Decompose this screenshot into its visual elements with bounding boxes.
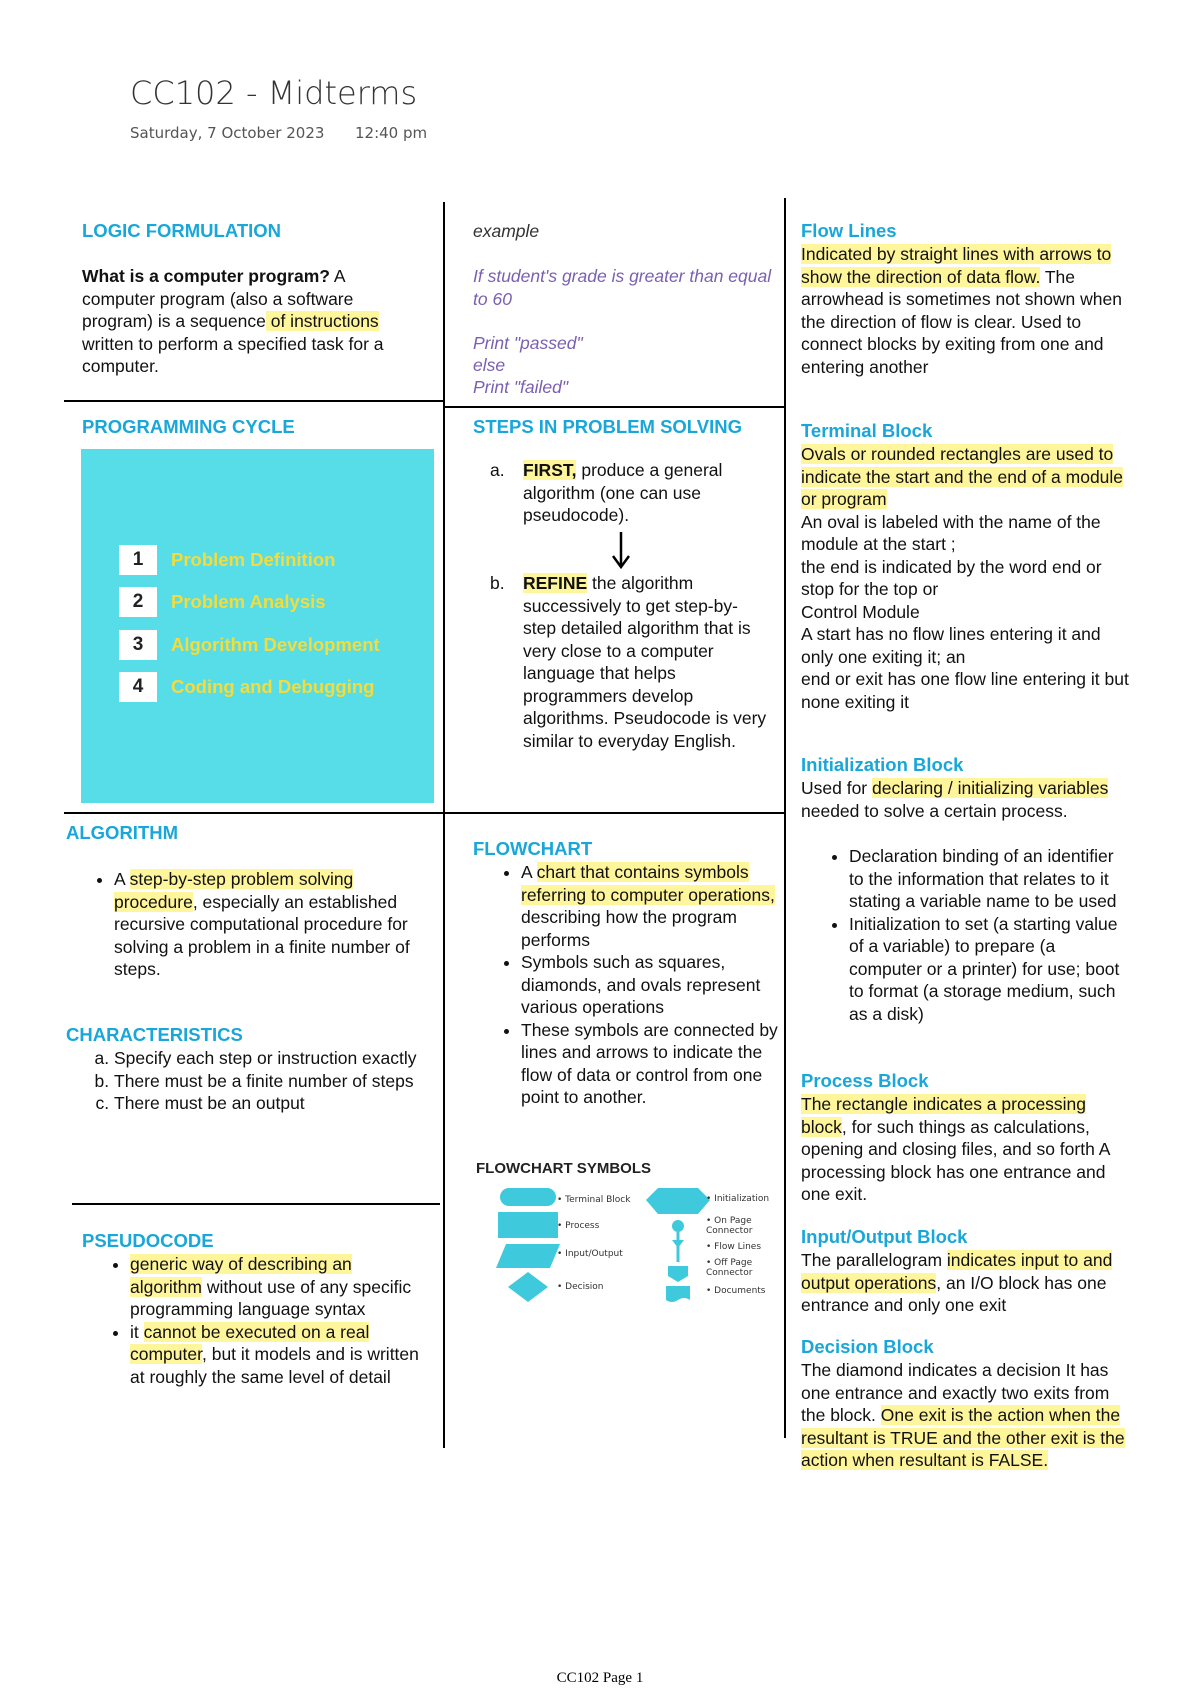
terminal-line: A start has no flow lines entering it and only one exiting it; an (801, 624, 1101, 667)
flow-lines-body: The arrowhead is sometimes not shown when the direction of flow is clear. Used to connect blocks by exiting from one and entering another (801, 266, 1122, 377)
symbol-label: • Process (557, 1221, 600, 1231)
list-item: b. There must be a finite number of steps (114, 1070, 426, 1093)
init-text-pre: Used for (801, 778, 872, 798)
init-highlight: declaring / initializing variables (872, 778, 1109, 798)
example-line1: If student's grade is greater than equal to 60 (473, 266, 772, 309)
algorithm-list (66, 868, 426, 981)
algorithm-highlight: step-by-step problem solving procedure (114, 869, 354, 912)
logic-text: A computer program (also a software program) is a sequence (82, 266, 354, 331)
algorithm-text-end: , especially an established recursive computational procedure for solving a problem in a finite number of steps. (114, 891, 410, 979)
list-item: • These symbols are connected by lines and arrows to indicate the flow of data or control from one point to another. (521, 1019, 778, 1109)
list-item: c. There must be an output (114, 1092, 426, 1115)
section-heading-flow-lines: Flow Lines (801, 220, 897, 241)
step-a-text: produce a general algorithm (one can use pseudocode). (523, 460, 723, 525)
decision-highlight: One exit is the action when the resultant is TRUE and the other exit is the action when resultant is FALSE. (801, 1405, 1125, 1470)
flowchart-list (473, 861, 778, 1109)
process-body: , for such things as calculations, opening and closing files, and so forth A processing block has one entrance and one exit. (801, 1116, 1110, 1204)
terminal-text (801, 443, 1131, 713)
list-item: • Declaration binding of an identifier to the information that relates to it stating a variable name to be used (849, 845, 1131, 913)
cycle-step-number: 4 (119, 672, 157, 702)
down-arrow-icon (611, 532, 631, 570)
page-time: 12:40 pm (355, 124, 428, 142)
section-heading-characteristics: CHARACTERISTICS (66, 1024, 243, 1045)
cycle-step-label: Algorithm Development (171, 634, 380, 655)
terminal-line: the end is indicated by the word end or stop for the top or (801, 556, 1102, 599)
example-line4: Print "failed" (473, 377, 569, 397)
cycle-step-number: 1 (119, 545, 157, 575)
io-text-post: , an I/O block has one entrance and only one exit (801, 1272, 1107, 1315)
characteristics-list (66, 1047, 426, 1115)
step-a-marker: a. (490, 460, 505, 480)
list-item (114, 868, 426, 981)
row-divider (64, 812, 784, 814)
flowchart-highlight: chart that contains symbols referring to computer operations, (521, 862, 775, 905)
row-divider (443, 406, 785, 408)
cycle-step-number: 2 (119, 587, 157, 617)
cycle-step-label: Coding and Debugging (171, 676, 375, 697)
flowchart-symbols-figure (488, 1186, 778, 1304)
init-text (801, 777, 1131, 822)
programming-cycle-box (81, 449, 434, 803)
logic-question: What is a computer program? (82, 266, 330, 286)
list-item: • Initialization to set (a starting value of a variable) to prepare (a computer or a printer) for use; boot to format (a storage medium, such as a disk) (849, 913, 1131, 1026)
page-title: CC102 - Midterms (130, 74, 418, 112)
section-heading-terminal: Terminal Block (801, 420, 933, 441)
pseudocode-list (82, 1253, 422, 1388)
page-footer: CC102 Page 1 (556, 1670, 644, 1686)
symbol-label: • Input/Output (557, 1249, 623, 1259)
io-highlight: indicates input to and output operations (801, 1250, 1113, 1293)
terminal-line: end or exit has one flow line entering it but none exiting it (801, 669, 1129, 712)
section-heading-process: Process Block (801, 1070, 929, 1091)
cycle-step-number: 3 (119, 630, 157, 660)
pseudocode-highlight: generic way of describing an algorithm (130, 1254, 352, 1297)
section-heading-init: Initialization Block (801, 754, 964, 775)
step-a (523, 459, 768, 527)
symbol-label: • Off Page Connector (706, 1258, 753, 1278)
decision-text (801, 1359, 1131, 1472)
symbol-label: • Decision (557, 1282, 604, 1292)
pseudocode-text: it (130, 1321, 144, 1342)
step-b-text: the algorithm successively to get step-by-step detailed algorithm that is very close to a computer language that helps programmers develop algorithms. Pseudocode is very similar to everyday English. (523, 573, 767, 751)
pseudocode-text: , but it models and is written at roughly the same level of detail (130, 1344, 419, 1387)
cycle-step-label: Problem Definition (171, 549, 336, 570)
process-highlight: The rectangle indicates a processing block (801, 1094, 1087, 1137)
example-line3: else (473, 355, 506, 375)
list-item: • Symbols such as squares, diamonds, and ovals represent various operations (521, 951, 778, 1019)
io-text-pre: The parallelogram (801, 1250, 947, 1270)
section-heading-pseudocode: PSEUDOCODE (82, 1230, 214, 1251)
step-b-bold: REFINE (523, 573, 588, 593)
step-b-marker: b. (490, 573, 505, 593)
logic-paragraph (82, 265, 422, 378)
example-line2: Print "passed" (473, 333, 583, 353)
section-heading-io: Input/Output Block (801, 1226, 968, 1247)
flowchart-left-shapes-icon (488, 1186, 568, 1304)
terminal-line: Control Module (801, 601, 920, 622)
step-a-bold: FIRST, (523, 460, 577, 480)
step-b (523, 572, 768, 752)
flowchart-symbols-title: FLOWCHART SYMBOLS (476, 1160, 651, 1177)
section-heading-flowchart: FLOWCHART (473, 838, 593, 859)
algorithm-text: A (114, 869, 130, 889)
pseudocode-text: without use of any specific programming language syntax (130, 1276, 412, 1319)
row-divider (64, 400, 444, 402)
list-item (130, 1253, 422, 1321)
symbol-label: • Flow Lines (706, 1242, 762, 1252)
flow-lines-highlight: Indicated by straight lines with arrows to show the direction of data flow. (801, 244, 1112, 287)
terminal-highlight: Ovals or rounded rectangles are used to indicate the start and the end of a module or program (801, 444, 1124, 509)
init-list (801, 845, 1131, 1025)
decision-text-pre: The diamond indicates a decision It has one entrance and exactly two exits from the block. (801, 1360, 1110, 1425)
column-divider-right (784, 198, 786, 1438)
symbol-label: • Initialization (706, 1194, 770, 1204)
symbol-label: • Terminal Block (557, 1195, 631, 1205)
flow-lines-text (801, 243, 1131, 378)
list-item (521, 861, 778, 951)
terminal-line: An oval is labeled with the name of the module at the start ; (801, 511, 1101, 554)
list-item: a. Specify each step or instruction exactly (114, 1047, 426, 1070)
logic-text-end: written to perform a specified task for a computer. (82, 333, 384, 376)
example-label: example (473, 221, 540, 241)
process-text (801, 1093, 1131, 1206)
symbol-label: • On Page Connector (706, 1216, 753, 1236)
pseudocode-highlight: cannot be executed on a real computer (130, 1321, 370, 1364)
symbol-label: • Documents (706, 1286, 766, 1296)
cycle-step-label: Problem Analysis (171, 591, 326, 612)
flowchart-text: A (521, 862, 537, 882)
section-heading-algorithm: ALGORITHM (66, 822, 179, 843)
section-heading-steps: STEPS IN PROBLEM SOLVING (473, 416, 742, 437)
section-heading-cycle: PROGRAMMING CYCLE (82, 416, 295, 437)
list-item (130, 1321, 422, 1389)
section-heading-decision: Decision Block (801, 1336, 934, 1357)
init-text-post: needed to solve a certain process. (801, 800, 1068, 821)
row-divider (72, 1203, 440, 1205)
io-text (801, 1249, 1131, 1317)
flowchart-text: describing how the program performs (521, 907, 737, 950)
section-heading-logic: LOGIC FORMULATION (82, 220, 282, 241)
page-date: Saturday, 7 October 2023 (130, 124, 325, 142)
column-divider-left (443, 202, 445, 1448)
logic-highlight: of instructions (265, 311, 379, 331)
